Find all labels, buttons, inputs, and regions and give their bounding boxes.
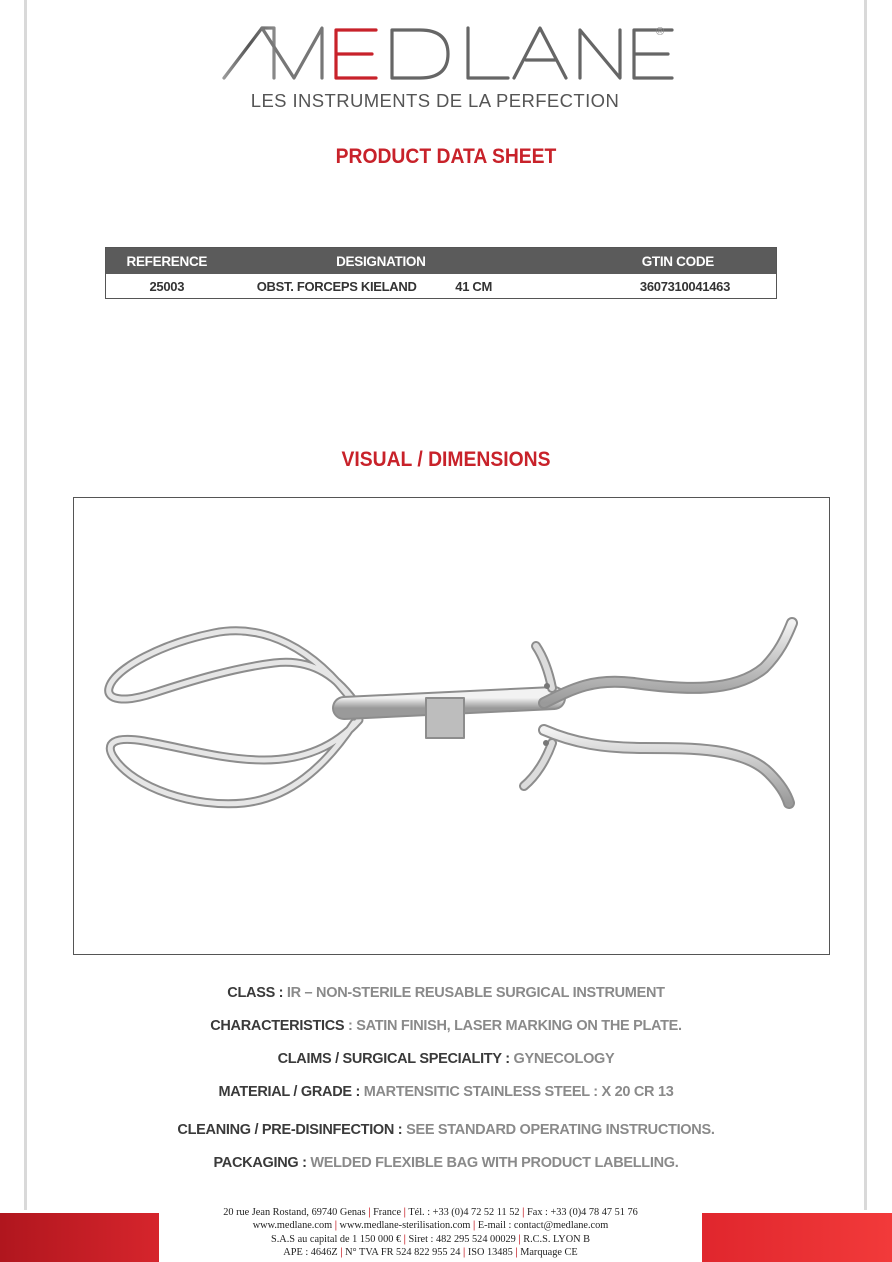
spec-packaging: [0, 1155, 892, 1171]
header-gtin: GTIN CODE: [492, 248, 776, 275]
footer-country: France: [373, 1207, 402, 1218]
spec-claims: [0, 1051, 892, 1067]
spec-material-key: MATERIAL / GRADE :: [218, 1084, 360, 1100]
spec-cleaning-value: SEE STANDARD OPERATING INSTRUCTIONS.: [402, 1122, 715, 1138]
spec-characteristics: [0, 1018, 892, 1034]
product-sheet-title: PRODUCT DATA SHEET: [335, 145, 557, 168]
footer-separator: |: [403, 1234, 406, 1245]
footer-registration-line: [159, 1247, 702, 1258]
header-designation: DESIGNATION: [228, 248, 431, 275]
brand-tagline: LES INSTRUMENTS DE LA PERFECTION: [250, 90, 620, 111]
footer-ce-mark: Marquage CE: [520, 1247, 578, 1258]
footer-vat: N° TVA FR 524 822 955 24: [345, 1247, 461, 1258]
footer-address-line: [159, 1207, 702, 1218]
visual-dimensions-title: VISUAL / DIMENSIONS: [341, 448, 551, 471]
header-reference: REFERENCE: [106, 248, 228, 275]
footer-siret: Siret : 482 295 524 00029: [408, 1234, 516, 1245]
footer-capital: S.A.S au capital de 1 150 000 €: [270, 1234, 402, 1245]
footer-separator: |: [340, 1247, 343, 1258]
footer-web-line: [159, 1220, 702, 1231]
footer-fax: Fax : +33 (0)4 78 47 51 76: [527, 1207, 638, 1218]
footer-company-line: [159, 1234, 702, 1245]
medlane-logo: [222, 22, 678, 86]
footer-separator: |: [368, 1207, 371, 1218]
reference-table: [105, 247, 777, 299]
table-header-row: [106, 248, 777, 275]
footer-address: 20 rue Jean Rostand, 69740 Genas: [223, 1207, 366, 1218]
spec-packaging-value: WELDED FLEXIBLE BAG WITH PRODUCT LABELLING.: [306, 1155, 679, 1171]
spec-claims-key: CLAIMS / SURGICAL SPECIALITY :: [277, 1051, 510, 1067]
footer-iso: ISO 13485: [467, 1247, 513, 1258]
footer-separator: |: [515, 1247, 518, 1258]
spec-cleaning: [0, 1122, 892, 1138]
spec-material-value: MARTENSITIC STAINLESS STEEL : X 20 CR 13: [360, 1084, 674, 1100]
cell-reference: 25003: [106, 274, 228, 299]
spec-claims-value: GYNECOLOGY: [509, 1051, 615, 1067]
footer-email[interactable]: E-mail : contact@medlane.com: [477, 1220, 609, 1231]
footer-separator: |: [462, 1247, 466, 1258]
product-image-frame: [73, 497, 830, 955]
registered-mark: ®: [656, 26, 665, 38]
spec-characteristics-value: : SATIN FINISH, LASER MARKING ON THE PLATE.: [344, 1018, 682, 1034]
footer-ape: APE : 4646Z: [283, 1247, 338, 1258]
spec-class-key: CLASS :: [227, 985, 284, 1001]
footer-separator: |: [518, 1234, 521, 1245]
footer-sterilisation-link[interactable]: www.medlane-sterilisation.com: [339, 1220, 471, 1231]
spec-packaging-key: PACKAGING :: [213, 1155, 307, 1171]
cell-gtin: 3607310041463: [492, 274, 776, 299]
spec-cleaning-key: CLEANING / PRE-DISINFECTION :: [177, 1122, 403, 1138]
footer-separator: |: [334, 1220, 337, 1231]
spec-characteristics-key: CHARACTERISTICS: [210, 1018, 345, 1034]
footer-rcs: R.C.S. LYON B: [523, 1234, 591, 1245]
cell-designation: OBST. FORCEPS KIELAND: [228, 274, 431, 299]
footer-separator: |: [473, 1220, 476, 1231]
spec-material: [0, 1084, 892, 1100]
spec-class: [0, 985, 892, 1001]
table-row: [106, 274, 777, 299]
cell-size: 41 CM: [431, 274, 492, 299]
spec-class-value: IR – NON-STERILE REUSABLE SURGICAL INSTRUMENT: [283, 985, 665, 1001]
footer-separator: |: [403, 1207, 406, 1218]
footer-separator: |: [522, 1207, 525, 1218]
obstetric-forceps-image: [74, 498, 831, 956]
footer-phone: Tél. : +33 (0)4 72 52 11 52: [408, 1207, 520, 1218]
footer-red-bar-left: [0, 1213, 159, 1262]
footer-website-link[interactable]: www.medlane.com: [252, 1220, 333, 1231]
footer-red-bar-right: [702, 1213, 892, 1262]
